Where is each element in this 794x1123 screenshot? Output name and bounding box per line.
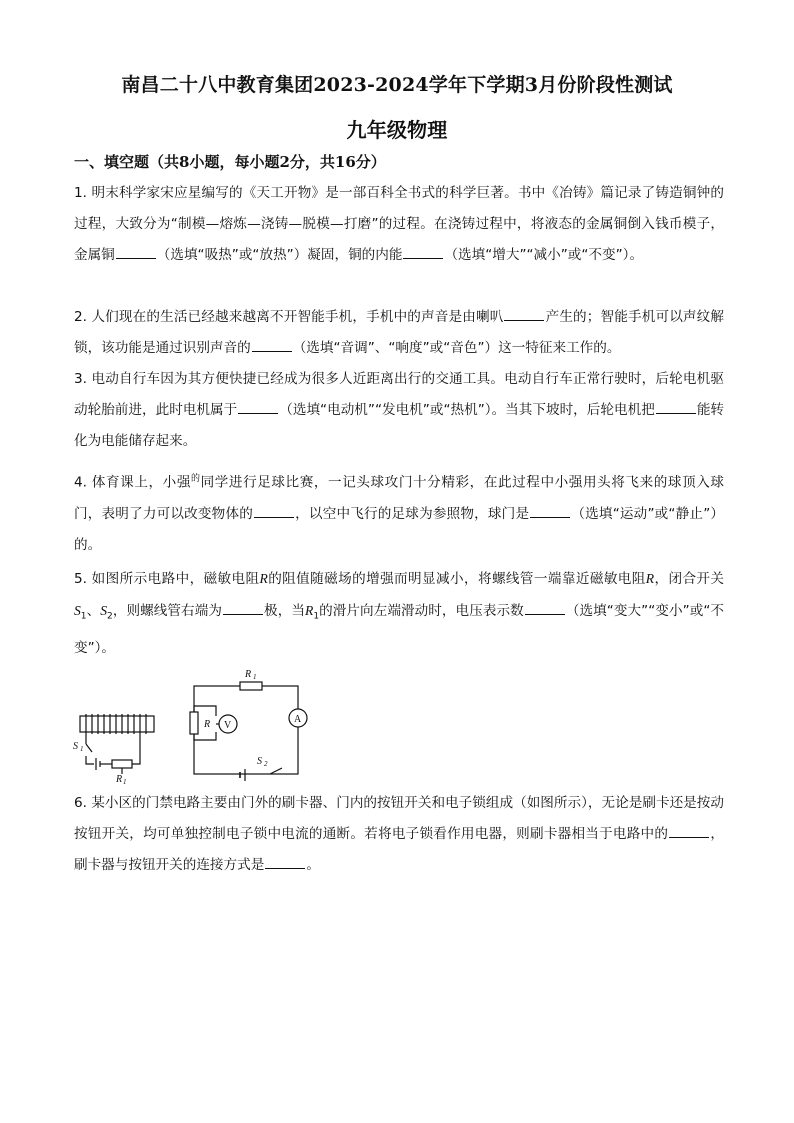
answer-blank[interactable] [504,306,544,321]
question-3: 3. 电动自行车因为其方便快捷已经成为很多人近距离出行的交通工具。电动自行车正常行驶时，后轮电机驱动轮胎前进，此时电机属于 （选填“电动机”“发电机”或“热机”）。当其下坡时，后轮电机把 能转化为电能储存起来。 [74,371,725,449]
svg-text:1: 1 [253,673,257,681]
question-4: 4. 体育课上，小强$^的$同学进行足球比赛，一记头球攻门十分精彩，在此过程中小强用头将飞来的球顶入球门，表明了力可以改变物体的 ，以空中飞行的足球为参照物，球门是 （选填“运动”或“静止”）的。 [74,474,724,553]
ammeter-label: A [294,714,302,725]
s1-label: S [73,741,78,752]
answer-blank[interactable] [223,600,263,615]
answer-blank[interactable] [530,503,570,518]
question-5: 5. 如图所示电路中，磁敏电阻R的阻值随磁场的增强而明显减小，将螺线管一端靠近磁敏电阻R，闭合开关$S_1$、$S_2$，则螺线管右端为 极，当$R_1$的滑片向左端滑动时，电压表示数 （选填“变大”“变小”或“不变”）。 [74,571,725,656]
section-heading: 一、填空题（共8小题，每小题2分，共16分） [74,153,386,171]
mark-char: 的 [191,474,201,484]
answer-blank[interactable] [238,399,278,414]
r1-label: R [245,669,252,680]
svg-text:1: 1 [80,745,84,753]
circuit-diagram [70,664,310,786]
answer-blank[interactable] [252,337,292,352]
svg-text:1: 1 [123,778,127,786]
question-6: 6. 某小区的门禁电路主要由门外的刷卡器、门内的按钮开关和电子锁组成（如图所示），无论是刷卡还是按动按钮开关，均可单独控制电子锁中电流的通断。若将电子锁看作用电器，则刷卡器相当于电路中的 ，刷卡器与按钮开关的连接方式是 。 [74,795,725,873]
page-title: 南昌二十八中教育集团2023-2024学年下学期3月份阶段性测试 [121,74,673,96]
voltmeter-label: V [224,720,232,731]
question-2: 2. 人们现在的生活已经越来越离不开智能手机，手机中的声音是由喇叭 产生的；智能手机可以声纹解锁，该功能是通过识别声音的 （选填“音调”、“响度”或“音色”）这一特征来工作的。 [74,302,724,364]
r1b-label: R [116,774,123,785]
answer-blank[interactable] [116,244,156,259]
s2-label: S [257,756,262,767]
question-1: 1. 明末科学家宋应星编写的《天工开物》是一部百科全书式的科学巨著。书中《冶铸》篇记录了铸造铜钟的过程，大致分为“制模—熔炼—浇铸—脱模—打磨”的过程。在浇铸过程中，将液态的金属铜倒入钱币模子，金属铜 （选填“吸热”或“放热”）凝固，铜的内能 （选填“增大”“减小”或“不变”）。 [74,185,724,263]
answer-blank[interactable] [656,399,696,414]
page-subtitle: 九年级物理 [346,118,448,142]
answer-blank[interactable] [265,854,305,869]
svg-text:2: 2 [264,760,268,768]
answer-blank[interactable] [669,823,709,838]
r-label: R [204,719,211,730]
answer-blank[interactable] [525,600,565,615]
answer-blank[interactable] [254,503,294,518]
answer-blank[interactable] [403,244,443,259]
